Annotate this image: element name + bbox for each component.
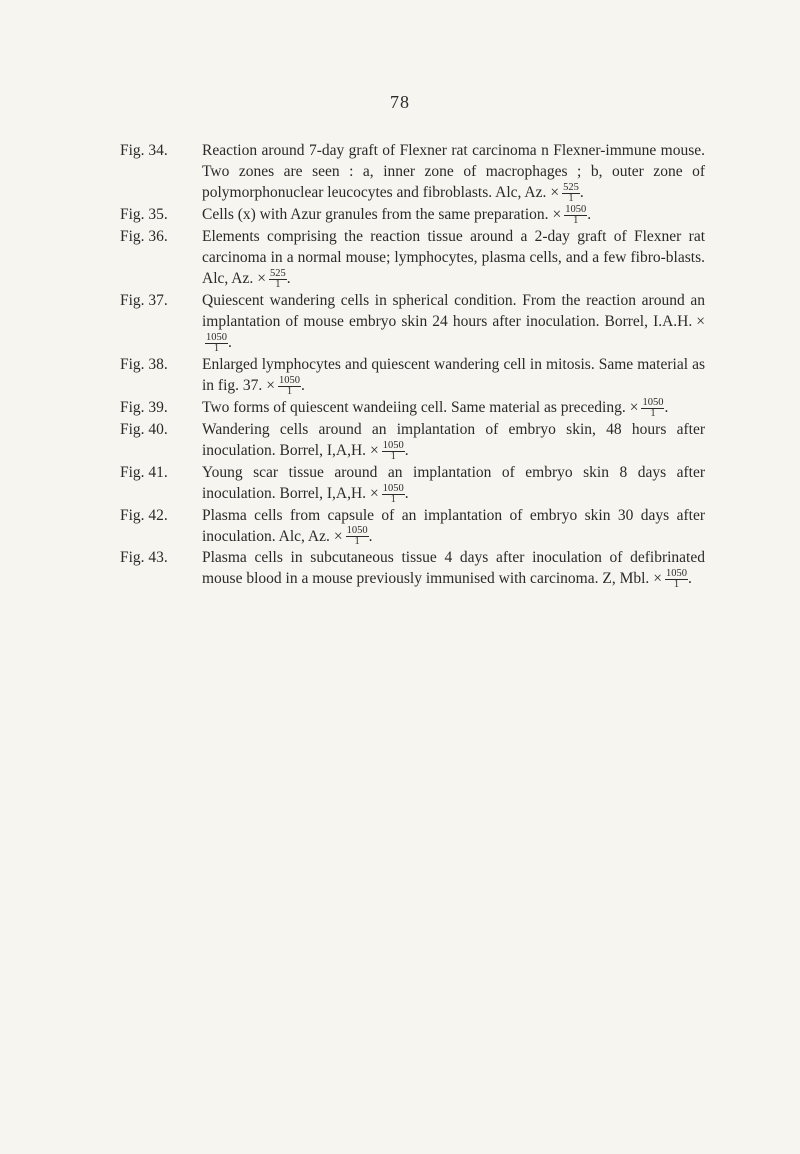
figure-caption xyxy=(120,354,705,397)
figure-caption xyxy=(120,204,705,226)
figure-captions xyxy=(120,140,705,590)
page-number: 78 xyxy=(390,92,410,112)
figure-caption xyxy=(120,547,705,590)
figure-label: Fig. 43. xyxy=(120,549,168,567)
figure-caption xyxy=(120,226,705,290)
figure-label: Fig. 40. xyxy=(120,420,168,438)
magnification: $\frac{525}{1}$ xyxy=(269,267,286,290)
figure-label: Fig. 35. xyxy=(120,205,168,223)
magnification-sign: × xyxy=(629,398,639,416)
magnification-sign: × xyxy=(696,312,705,330)
figure-text: Reaction around 7-day graft of Flexner rat carcinoma n Flexner-immune mouse. Two zones are seen : a, inner zone of macrophages ; b, outer zone of polymorphonuclear leucocytes and fibroblasts. Alc, Az. × $\frac{525}{1}$ . xyxy=(202,142,705,204)
figure-text: Plasma cells in subcutaneous tissue 4 days after inoculation of defibrinated mouse blood in a mouse previously immunised with carcinoma. Z, Mbl. × $\frac{1050}{1}$ . xyxy=(202,549,705,591)
magnification: $\frac{1050}{1}$ xyxy=(666,568,688,591)
magnification-sign: × xyxy=(370,484,379,502)
magnification: $\frac{1050}{1}$ xyxy=(565,203,587,226)
magnification: $\frac{525}{1}$ xyxy=(563,181,579,204)
figure-text: Quiescent wandering cells in spherical condition. From the reaction around an implantation of mouse embryo skin 24 hours after inoculation. Borrel, I.A.H. × $\frac{1050}{1}$ . xyxy=(202,291,705,354)
magnification: $\frac{1050}{1}$ xyxy=(279,374,301,397)
magnification-sign: × xyxy=(653,570,663,588)
figure-label: Fig. 38. xyxy=(120,355,168,373)
figure-label: Fig. 42. xyxy=(120,506,168,524)
figure-text: Elements comprising the reaction tissue around a 2-day graft of Flexner rat carcinoma in a normal mouse; lymphocytes, plasma cells, and a few fibro-blasts. Alc, Az. × $\frac{525}{1}$ . xyxy=(202,227,705,290)
figure-text: Cells (x) with Azur granules from the same preparation. × $\frac{1050}{1}$ . xyxy=(202,203,592,226)
magnification: $\frac{1050}{1}$ xyxy=(346,525,368,548)
magnification-sign: × xyxy=(552,205,562,223)
figure-text: Wandering cells around an implantation of embryo skin, 48 hours after inoculation. Borrel, I,A,H. × $\frac{1050}{1}$ . xyxy=(202,420,705,462)
figure-label: Fig. 39. xyxy=(120,398,168,416)
figure-caption xyxy=(120,290,705,354)
figure-label: Fig. 37. xyxy=(120,291,168,309)
magnification-sign: × xyxy=(333,527,343,545)
figure-text: Young scar tissue around an implantation of embryo skin 8 days after inoculation. Borrel, I,A,H. × $\frac{1050}{1}$ . xyxy=(202,463,705,505)
magnification-sign: × xyxy=(370,441,379,459)
figure-caption xyxy=(120,505,705,548)
figure-label: Fig. 41. xyxy=(120,463,168,481)
figure-caption xyxy=(120,419,705,462)
magnification: $\frac{1050}{1}$ xyxy=(382,482,404,505)
figure-label: Fig. 36. xyxy=(120,227,168,245)
magnification-sign: × xyxy=(257,269,266,287)
magnification-sign: × xyxy=(550,184,560,201)
figure-caption xyxy=(120,140,705,204)
magnification: $\frac{1050}{1}$ xyxy=(206,331,227,354)
figure-text: Enlarged lymphocytes and quiescent wandering cell in mitosis. Same material as in fig. 37. × $\frac{1050}{1}$ . xyxy=(202,355,705,397)
figure-text: Plasma cells from capsule of an implantation of embryo skin 30 days after inoculation. Alc, Az. × $\frac{1050}{1}$ . xyxy=(202,506,705,548)
figure-caption xyxy=(120,397,705,419)
magnification: $\frac{1050}{1}$ xyxy=(642,396,664,419)
magnification: $\frac{1050}{1}$ xyxy=(382,439,404,462)
figure-text: Two forms of quiescent wandeiing cell. Same material as preceding. × $\frac{1050}{1}$ . xyxy=(202,396,669,419)
figure-caption xyxy=(120,462,705,505)
magnification-sign: × xyxy=(266,376,276,394)
figure-label: Fig. 34. xyxy=(120,142,168,159)
